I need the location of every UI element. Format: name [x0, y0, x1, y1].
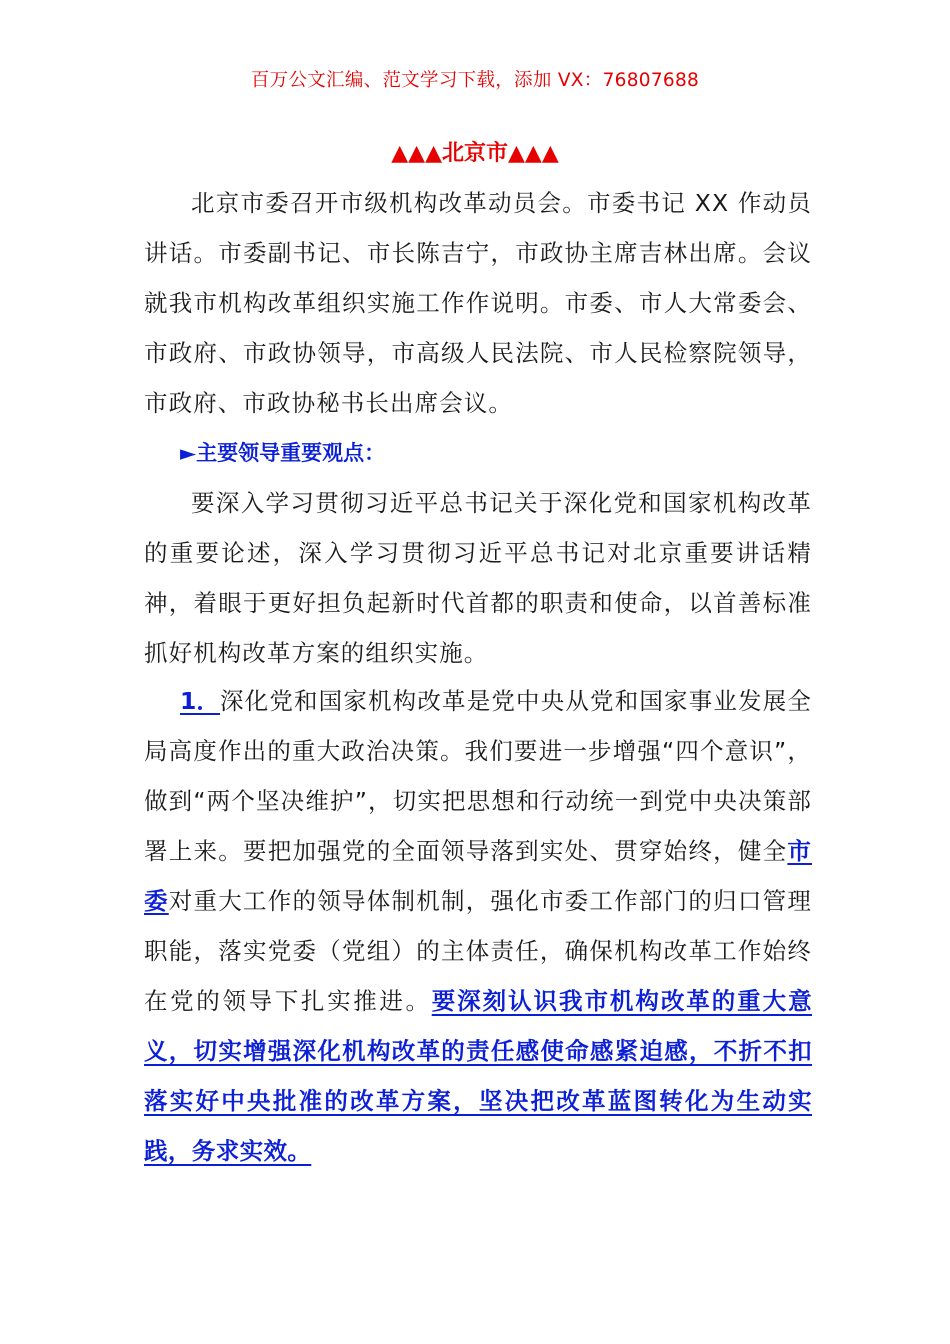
point-number: 1．	[180, 687, 220, 715]
subheading-key-points: ►主要领导重要观点：	[180, 441, 386, 465]
paragraph-summary: 要深入学习贯彻习近平总书记关于深化党和国家机构改革的重要论述，深入学习贯彻习近平总书记对北京重要讲话精神，着眼于更好担负起新时代首都的职责和使命，以首善标准抓好机构改革方案的组织实施。	[144, 489, 812, 667]
point-1-paragraph	[144, 676, 812, 1176]
point-text-b: 对重大工作的领导体制机制，强化市委工作部门的归口管理职能，落实党委（党组）的主体责任，确保机构改革工作始终在党的领导下扎实推进。	[144, 887, 812, 1015]
section-title: ▲▲▲北京市▲▲▲	[391, 141, 559, 166]
municipal-committee-link[interactable]: 市委	[144, 837, 812, 915]
point-emphasis: 要深刻认识我市机构改革的重大意义，切实增强深化机构改革的责任感使命感紧迫感，不折不扣落实好中央批准的改革方案，坚决把改革蓝图转化为生动实践，务求实效。	[144, 987, 812, 1165]
point-text-a: 深化党和国家机构改革是党中央从党和国家事业发展全局高度作出的重大政治决策。我们要进一步增强“四个意识”，做到“两个坚决维护”，切实把思想和行动统一到党中央决策部署上来。要把加强党的全面领导落到实处、贯穿始终，健全	[144, 687, 812, 865]
paragraph-intro: 北京市委召开市级机构改革动员会。市委书记 XX 作动员讲话。市委副书记、市长陈吉宁，市政协主席吉林出席。会议就我市机构改革组织实施工作作说明。市委、市人大常委会、市政府、市政协领导，市高级人民法院、市人民检察院领导，市政府、市政协秘书长出席会议。	[144, 189, 812, 417]
watermark-header: 百万公文汇编、范文学习下载，添加 VX：76807688	[250, 70, 700, 91]
